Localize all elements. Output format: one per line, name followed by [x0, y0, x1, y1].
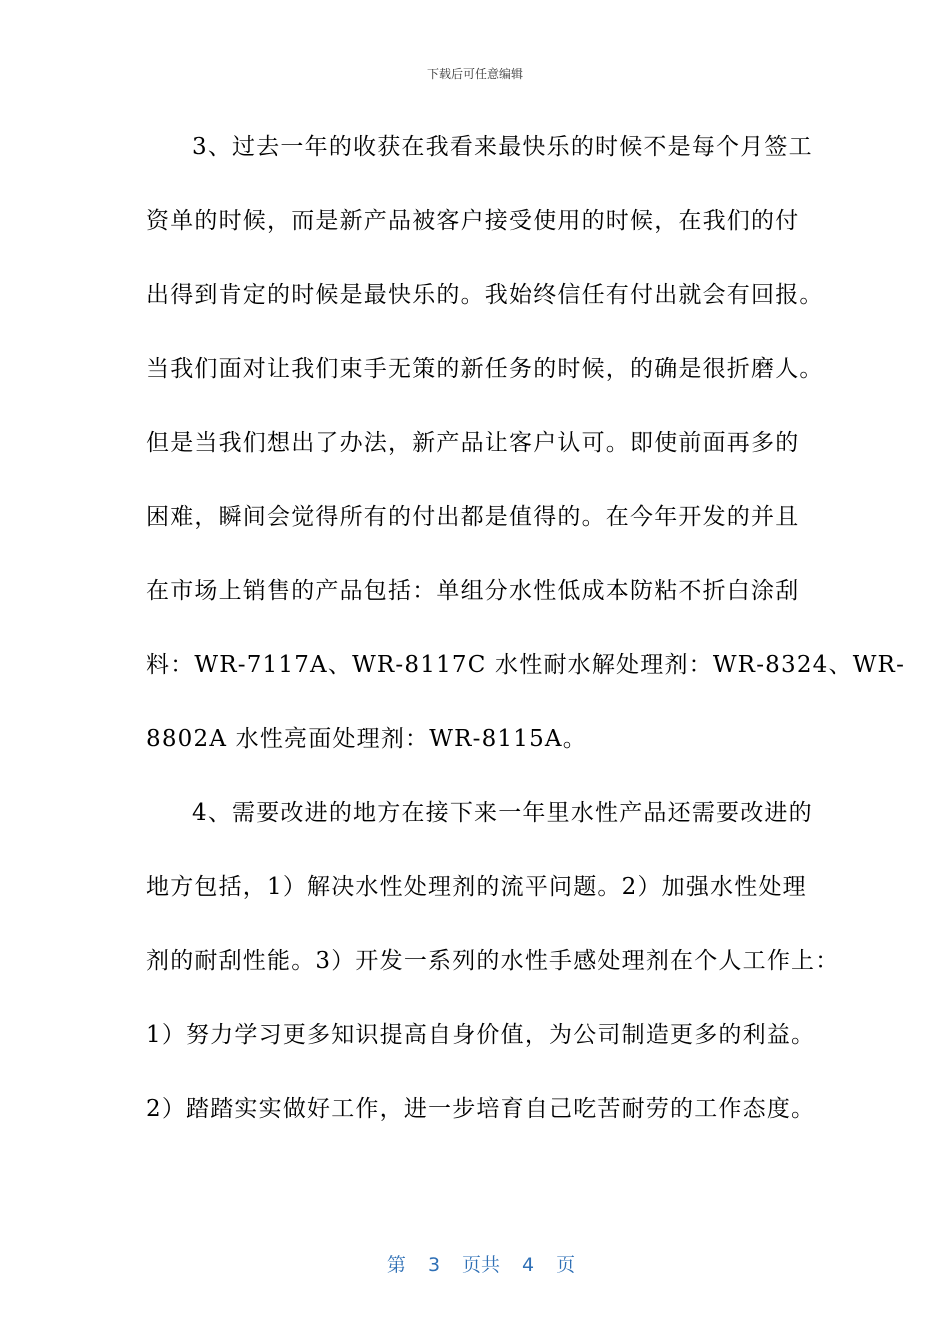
paragraph-line: 资单的时候，而是新产品被客户接受使用的时候，在我们的付 [146, 208, 800, 234]
page-footer [0, 1226, 950, 1278]
paragraph-line: 剂的耐刮性能。3）开发一系列的水性手感处理剂在个人工作上： [146, 948, 840, 974]
paragraph-line: 8802A 水性亮面处理剂：WR-8115A。 [146, 726, 587, 752]
footer-suffix: 页 [556, 1254, 576, 1276]
paragraph-line: 困难，瞬间会觉得所有的付出都是值得的。在今年开发的并且 [146, 504, 800, 530]
paragraph-line: 4、需要改进的地方在接下来一年里水性产品还需要改进的 [192, 800, 813, 826]
paragraph-line: 2）踏踏实实做好工作，进一步培育自己吃苦耐劳的工作态度。 [146, 1096, 816, 1122]
document-body [146, 125, 906, 1161]
footer-current-page: 3 [427, 1254, 441, 1276]
paragraph-line: 料：WR-7117A、WR-8117C 水性耐水解处理剂：WR-8324、WR- [146, 652, 906, 678]
paragraph-line: 1）努力学习更多知识提高自身价值，为公司制造更多的利益。 [146, 1022, 816, 1048]
paragraph-line: 但是当我们想出了办法，新产品让客户认可。即使前面再多的 [146, 430, 800, 456]
footer-middle: 页共 [462, 1254, 501, 1276]
paragraph-line: 在市场上销售的产品包括：单组分水性低成本防粘不折白涂刮 [146, 578, 800, 604]
paragraph-line: 当我们面对让我们束手无策的新任务的时候，的确是很折磨人。 [146, 356, 824, 382]
paragraph-line: 出得到肯定的时候是最快乐的。我始终信任有付出就会有回报。 [146, 282, 824, 308]
paragraph-line: 3、过去一年的收获在我看来最快乐的时候不是每个月签工 [192, 134, 813, 160]
page-header: 下载后可任意编辑 [426, 67, 523, 81]
footer-prefix: 第 [386, 1254, 406, 1276]
paragraph-line: 地方包括，1）解决水性处理剂的流平问题。2）加强水性处理 [146, 874, 807, 900]
footer-total-pages: 4 [522, 1254, 535, 1276]
